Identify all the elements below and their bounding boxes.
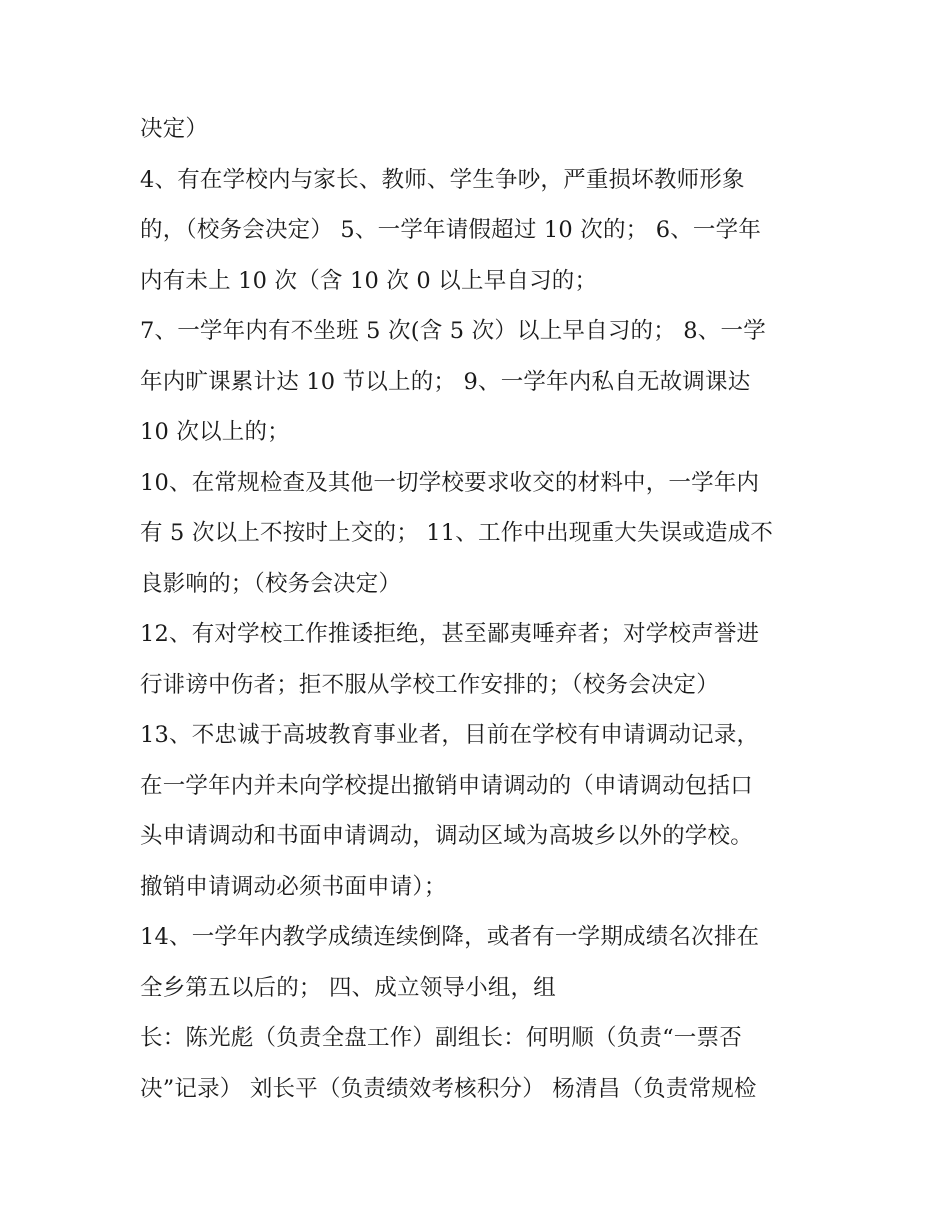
text-line-13: 13、不忠诚于高坡教育事业者，目前在学校有申请调动记录， bbox=[140, 722, 760, 748]
text-line-3: 的，（校务会决定） 5、一学年请假超过 10 次的； 6、一学年 bbox=[140, 217, 762, 243]
text-line-20: 决”记录） 刘长平（负责绩效考核积分） 杨清昌（负责常规检 bbox=[140, 1076, 757, 1102]
text-line-14: 在一学年内并未向学校提出撤销申请调动的（申请调动包括口 bbox=[140, 773, 753, 799]
text-line-8: 10、在常规检查及其他一切学校要求收交的材料中，一学年内 bbox=[140, 470, 760, 496]
text-line-6: 年内旷课累计达 10 节以上的； 9、一学年内私自无故调课达 bbox=[140, 369, 751, 395]
text-line-10: 良影响的；（校务会决定） bbox=[140, 571, 402, 597]
text-line-12: 行诽谤中伤者；拒不服从学校工作安排的；（校务会决定） bbox=[140, 672, 719, 698]
text-line-15: 头申请调动和书面申请调动，调动区域为高坡乡以外的学校。 bbox=[140, 823, 753, 849]
text-line-11: 12、有对学校工作推诿拒绝，甚至鄙夷唾弃者；对学校声誉进 bbox=[140, 621, 760, 647]
text-line-2: 4、有在学校内与家长、教师、学生争吵，严重损坏教师形象 bbox=[140, 167, 745, 193]
text-line-1: 决定） bbox=[140, 116, 209, 142]
text-line-5: 7、一学年内有不坐班 5 次(含 5 次）以上早自习的； 8、一学 bbox=[140, 318, 766, 344]
text-line-9: 有 5 次以上不按时上交的； 11、工作中出现重大失误或造成不 bbox=[140, 520, 774, 546]
text-line-19: 长：陈光彪（负责全盘工作）副组长：何明顺（负责“一票否 bbox=[140, 1025, 742, 1051]
text-line-4: 内有未上 10 次（含 10 次 0 以上早自习的； bbox=[140, 268, 598, 294]
text-line-17: 14、一学年内教学成绩连续倒降，或者有一学期成绩名次排在 bbox=[140, 924, 760, 950]
text-line-7: 10 次以上的； bbox=[140, 419, 290, 445]
text-line-16: 撤销申请调动必须书面申请）； bbox=[140, 874, 447, 900]
text-line-18: 全乡第五以后的； 四、成立领导小组，组 bbox=[140, 975, 556, 1001]
